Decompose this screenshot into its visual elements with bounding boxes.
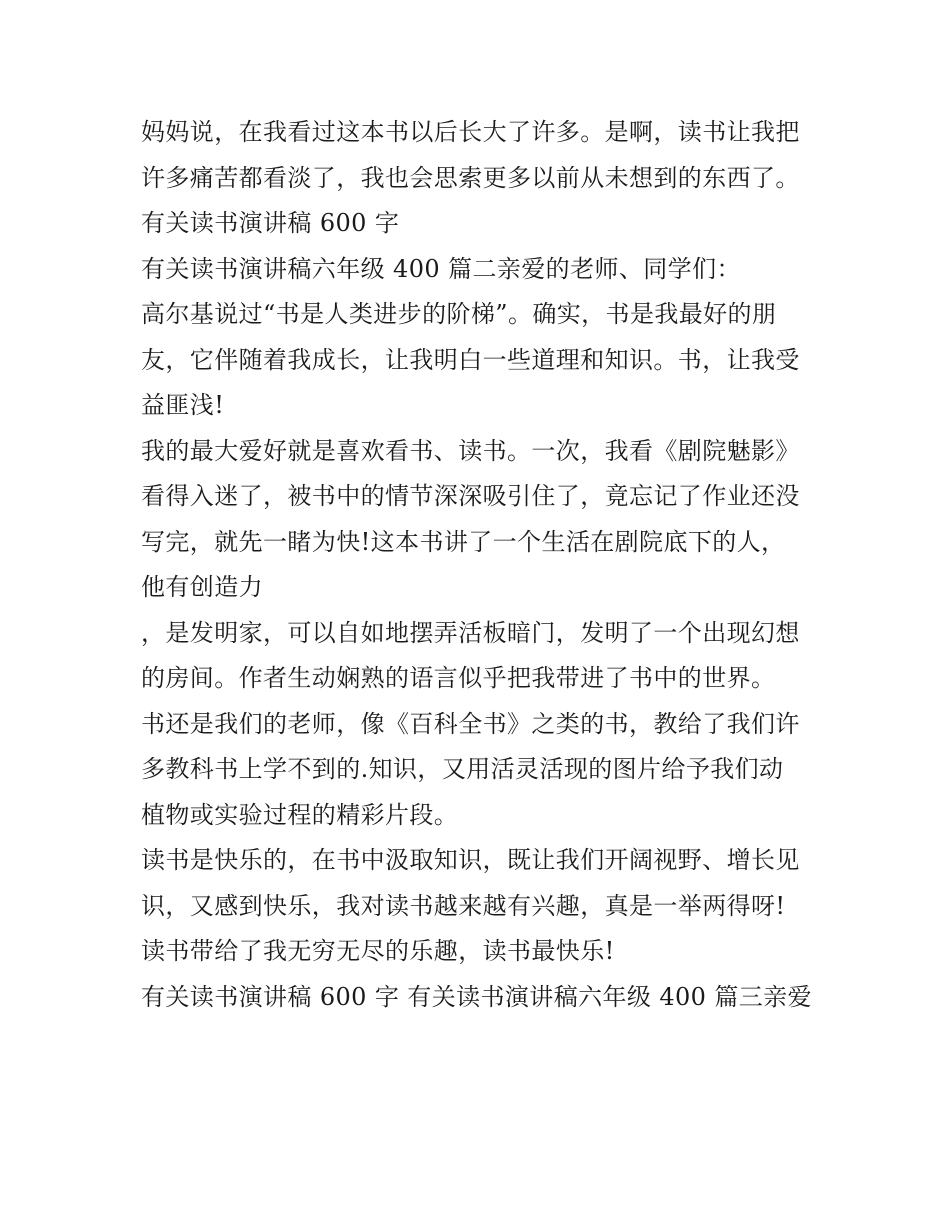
text-line: 的房间。作者生动娴熟的语言似乎把我带进了书中的世界。 [141,664,776,692]
text-line: 高尔基说过“书是人类进步的阶梯”。确实，书是我最好的朋 [141,300,777,328]
heading-line: 有关读书演讲稿 600 字 [141,209,400,237]
text-line: 读书带给了我无穷无尽的乐趣，读书最快乐! [141,937,615,965]
text-line: 益匪浅! [141,391,225,419]
text-line: 看得入迷了，被书中的情节深深吸引住了，竟忘记了作业还没 [141,482,800,510]
text-line: 妈妈说，在我看过这本书以后长大了许多。是啊，读书让我把 [141,118,800,146]
heading-line: 有关读书演讲稿六年级 400 篇二亲爱的老师、同学们： [141,254,741,283]
document-body [141,110,831,1020]
text-line: 友，它伴随着我成长，让我明白一些道理和知识。书，让我受 [141,345,800,374]
text-line: 许多痛苦都看淡了，我也会思索更多以前从未想到的东西了。 [141,163,800,192]
text-line: 我的最大爱好就是喜欢看书、读书。一次，我看《剧院魅影》 [141,436,800,465]
text-line: 多教科书上学不到的.知识，又用活灵活现的图片给予我们动 [141,755,784,783]
text-line: 写完，就先一睹为快!这本书讲了一个生活在剧院底下的人， [141,527,786,556]
text-line: 他有创造力 [141,573,263,601]
text-line: 植物或实验过程的精彩片段。 [141,800,459,829]
text-line: 书还是我们的老师，像《百科全书》之类的书，教给了我们许 [141,709,800,738]
heading-line: 有关读书演讲稿 600 字 有关读书演讲稿六年级 400 篇三亲爱 [141,982,812,1011]
text-line: 读书是快乐的，在书中汲取知识，既让我们开阔视野、增长见 [141,846,800,874]
text-line: 识，又感到快乐，我对读书越来越有兴趣，真是一举两得呀! [141,891,786,920]
text-line: ，是发明家，可以自如地摆弄活板暗门，发明了一个出现幻想 [141,618,800,647]
